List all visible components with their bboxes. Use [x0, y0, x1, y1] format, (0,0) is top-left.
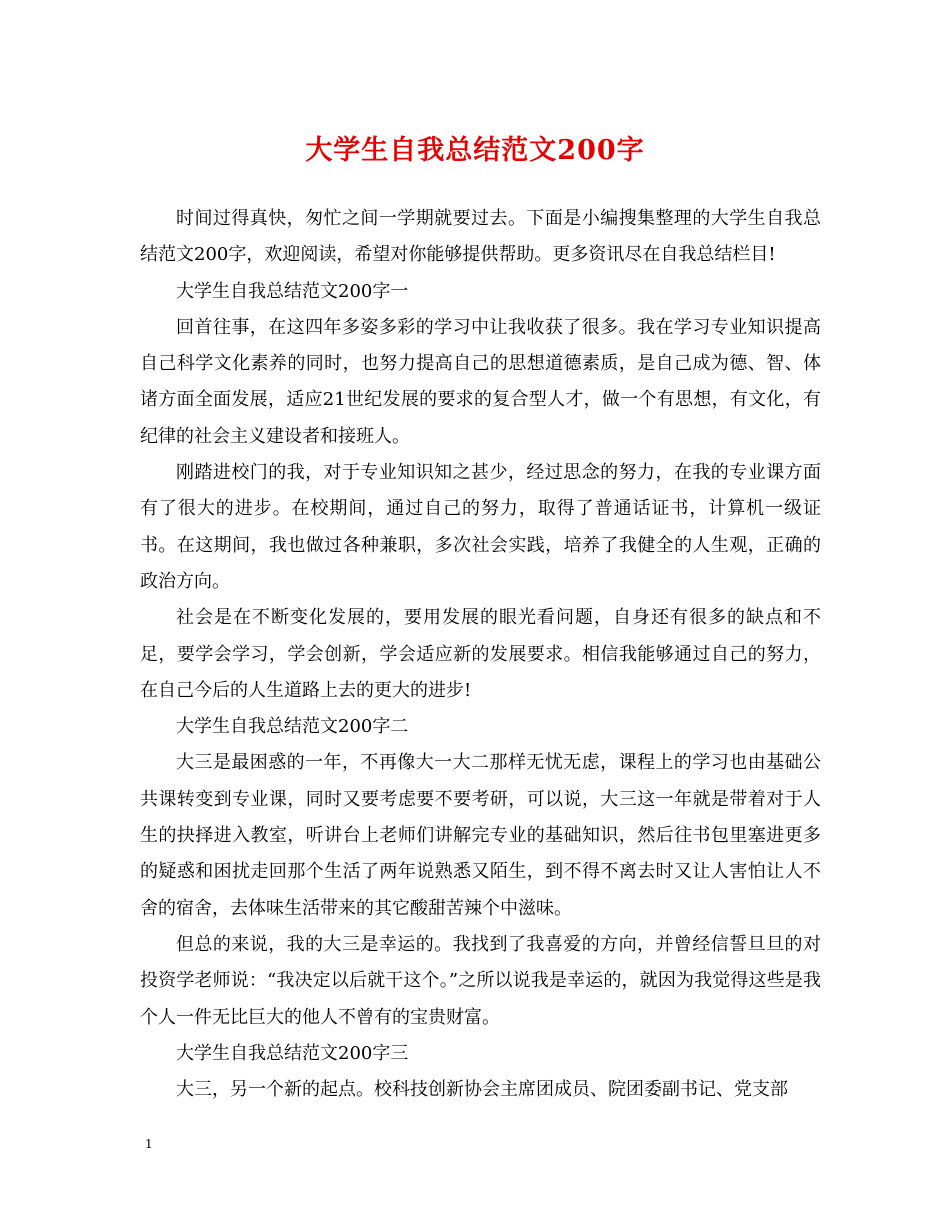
paragraph: 时间过得真快，匆忙之间一学期就要过去。下面是小编搜集整理的大学生自我总结范文200字，欢迎阅读，希望对你能够提供帮助。更多资讯尽在自我总结栏目! [140, 208, 821, 266]
page-number: 1 [145, 1137, 153, 1151]
paragraph: 社会是在不断变化发展的，要用发展的眼光看问题，自身还有很多的缺点和不足，要学会学习，学会创新，学会适应新的发展要求。相信我能够通过自己的努力，在自己今后的人生道路上去的更大的进步! [140, 607, 821, 701]
paragraph: 回首往事，在这四年多姿多彩的学习中让我收获了很多。我在学习专业知识提高自己科学文化素养的同时，也努力提高自己的思想道德素质，是自己成为德、智、体诸方面全面发展，适应21世纪发展的要求的复合型人才，做一个有思想，有文化，有纪律的社会主义建设者和接班人。 [140, 316, 821, 447]
paragraph: 刚踏进校门的我，对于专业知识知之甚少，经过思念的努力，在我的专业课方面有了很大的进步。在校期间，通过自己的努力，取得了普通话证书，计算机一级证书。在这期间，我也做过各种兼职，多次社会实践，培养了我健全的人生观，正确的政治方向。 [140, 462, 821, 592]
section-heading: 大学生自我总结范文200字一 [176, 280, 409, 302]
paragraph: 大三，另一个新的起点。校科技创新协会主席团成员、院团委副书记、党支部 [176, 1079, 788, 1101]
section-heading: 大学生自我总结范文200字三 [176, 1042, 409, 1064]
section-heading: 大学生自我总结范文200字二 [176, 716, 409, 738]
paragraph: 大三是最困惑的一年，不再像大一大二那样无忧无虑，课程上的学习也由基础公共课转变到专业课，同时又要考虑要不要考研，可以说，大三这一年就是带着对于人生的抉择进入教室，听讲台上老师们讲解完专业的基础知识，然后往书包里塞进更多的疑惑和困扰走回那个生活了两年说熟悉又陌生，到不得不离去时又让人害怕让人不舍的宿舍，去体味生活带来的其它酸甜苦辣个中滋味。 [140, 752, 821, 919]
page-title: 大学生自我总结范文200字 [305, 135, 645, 166]
paragraph: 但总的来说，我的大三是幸运的。我找到了我喜爱的方向，并曾经信誓旦旦的对投资学老师说：“我决定以后就干这个。”之所以说我是幸运的，就因为我觉得这些是我个人一件无比巨大的他人不曾有的宝贵财富。 [140, 933, 821, 1028]
body-text [140, 201, 821, 1108]
